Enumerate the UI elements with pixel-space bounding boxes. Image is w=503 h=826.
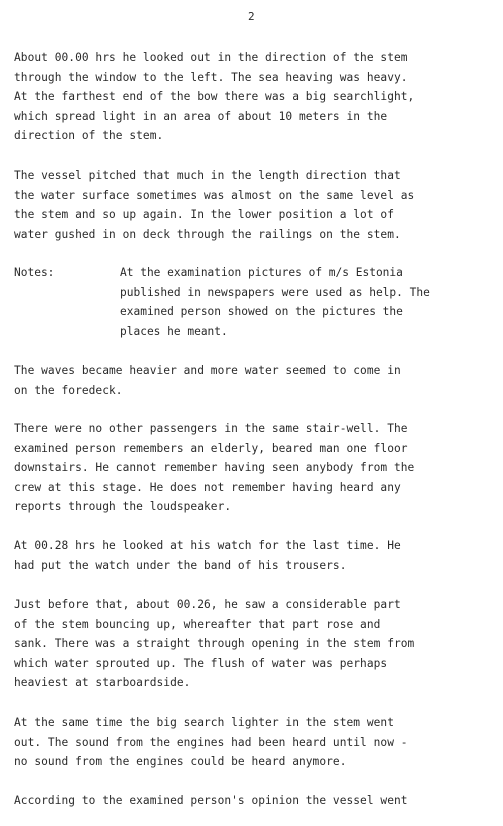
text-line: through the window to the left. The sea heaving was heavy. — [14, 70, 408, 84]
text-line: heaviest at starboardside. — [14, 676, 191, 689]
text-line: published in newspapers were used as help. The — [120, 285, 430, 299]
text-line: According to the examined person's opinion the vessel went — [14, 794, 408, 807]
text-line: places he meant. — [120, 324, 228, 338]
paragraph-stem-lookout — [14, 48, 494, 146]
text-line: At the farthest end of the bow there was a big searchlight, — [14, 90, 415, 103]
text-line: At the examination pictures of m/s Estonia — [120, 266, 403, 279]
text-line: reports through the loudspeaker. — [14, 500, 232, 513]
paragraph-stairwell — [14, 419, 494, 517]
text-line: The waves became heavier and more water seemed to come in — [14, 364, 401, 377]
paragraph-opinion — [14, 791, 494, 811]
text-line: examined person remembers an elderly, beared man one floor — [14, 441, 408, 455]
notes-label: Notes: — [14, 266, 55, 279]
paragraph-watch — [14, 536, 494, 575]
text-line: direction of the stem. — [14, 129, 164, 142]
text-line: which water sprouted up. The flush of water was perhaps — [14, 656, 388, 670]
text-line: crew at this stage. He does not remember having heard any — [14, 480, 401, 494]
text-line: The vessel pitched that much in the length direction that — [14, 169, 401, 182]
text-line: There were no other passengers in the same stair-well. The — [14, 422, 408, 435]
text-line: out. The sound from the engines had been heard until now - — [14, 735, 408, 749]
paragraph-stem-bouncing — [14, 595, 494, 693]
text-line: water gushed in on deck through the railings on the stem. — [14, 227, 401, 241]
page-number: 2 — [248, 10, 255, 23]
paragraph-vessel-pitch — [14, 166, 494, 244]
text-line: At the same time the big search lighter in the stem went — [14, 716, 394, 729]
paragraph-waves-heavier — [14, 361, 494, 400]
text-line: downstairs. He cannot remember having seen anybody from the — [14, 461, 415, 474]
text-line: sank. There was a straight through opening in the stem from — [14, 637, 415, 650]
text-line: on the foredeck. — [14, 383, 123, 397]
text-line: the water surface sometimes was almost on the same level as — [14, 188, 415, 202]
paragraph-searchlight-out — [14, 713, 494, 772]
text-line: examined person showed on the pictures the — [120, 305, 403, 318]
text-line: At 00.28 hrs he looked at his watch for the last time. He — [14, 539, 401, 552]
text-line: Just before that, about 00.26, he saw a considerable part — [14, 598, 401, 611]
text-line: no sound from the engines could be heard anymore. — [14, 755, 347, 768]
text-line: of the stem bouncing up, whereafter that part rose and — [14, 617, 381, 631]
text-line: About 00.00 hrs he looked out in the direction of the stem — [14, 51, 408, 64]
text-line: the stem and so up again. In the lower position a lot of — [14, 208, 394, 221]
notes-body — [120, 263, 495, 341]
text-line: had put the watch under the band of his trousers. — [14, 558, 347, 572]
text-line: which spread light in an area of about 10 meters in the — [14, 109, 388, 123]
